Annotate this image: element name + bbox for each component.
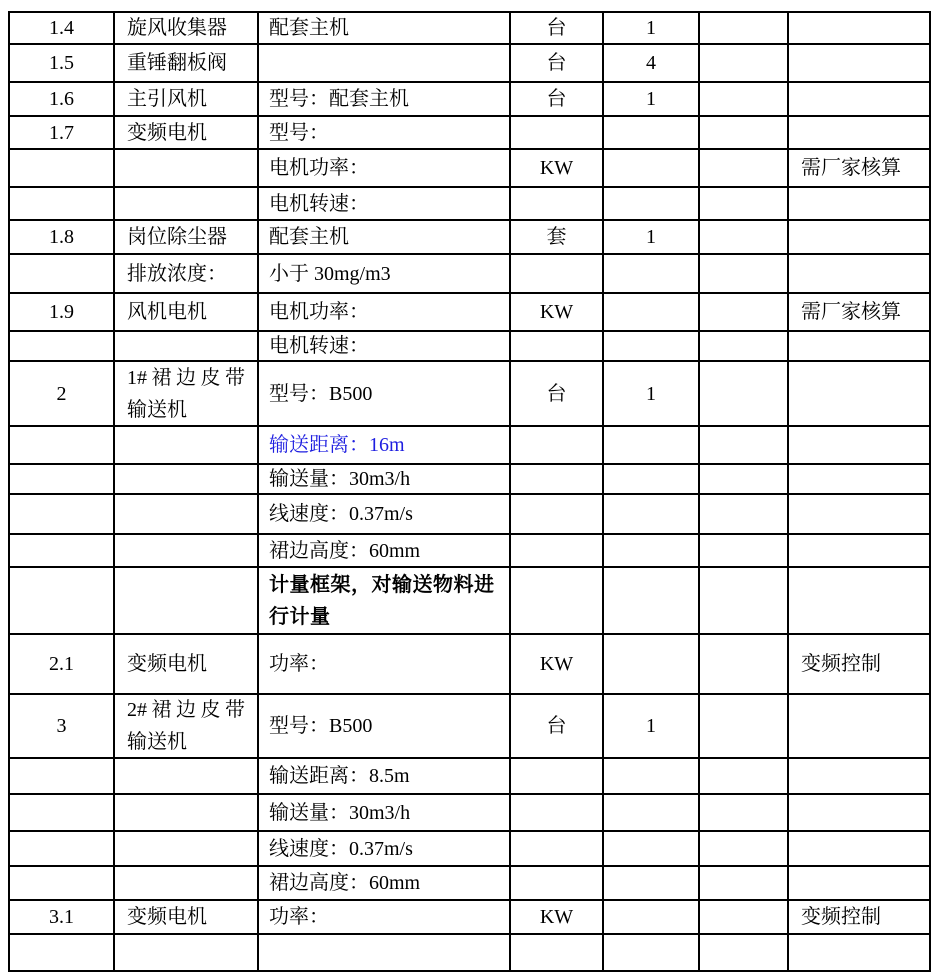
cell-quantity (604, 465, 700, 495)
cell-equipment-name (115, 535, 259, 568)
cell-unit (511, 255, 604, 294)
cell-blank (700, 83, 789, 117)
cell-blank (700, 332, 789, 362)
cell-specification (259, 150, 511, 188)
cell-text: 3 (56, 715, 67, 737)
cell-equipment-name (115, 221, 259, 255)
cell-blank (700, 535, 789, 568)
cell-text: 旋风收集器 (127, 17, 227, 39)
cell-text: 1 (646, 88, 656, 110)
cell-item-no (10, 83, 115, 117)
cell-text: 小于 30mg/m3 (269, 262, 391, 285)
cell-text: 1.4 (49, 17, 74, 39)
cell-text: 计量框架，对输送物料进行计量 (269, 573, 495, 628)
cell-quantity (604, 362, 700, 427)
cell-remark (789, 568, 929, 635)
cell-specification (259, 759, 511, 795)
cell-text: 4 (646, 52, 656, 74)
cell-item-no (10, 362, 115, 427)
cell-unit (511, 150, 604, 188)
cell-equipment-name (115, 188, 259, 221)
cell-quantity (604, 294, 700, 332)
cell-remark (789, 255, 929, 294)
cell-quantity (604, 935, 700, 970)
cell-item-no (10, 695, 115, 759)
cell-text: 1.5 (49, 52, 74, 74)
cell-equipment-name (115, 332, 259, 362)
cell-text: KW (539, 653, 574, 675)
cell-equipment-name (115, 635, 259, 695)
cell-specification (259, 294, 511, 332)
cell-text: KW (539, 157, 574, 179)
cell-equipment-name (115, 45, 259, 83)
cell-text: 变频电机 (127, 906, 207, 928)
cell-equipment-name (115, 255, 259, 294)
cell-unit (511, 117, 604, 150)
cell-item-no (10, 568, 115, 635)
cell-equipment-name (115, 759, 259, 795)
cell-blank (700, 188, 789, 221)
cell-unit (511, 45, 604, 83)
cell-text: 电机转速： (269, 192, 369, 215)
cell-specification (259, 45, 511, 83)
cell-unit (511, 188, 604, 221)
cell-item-no (10, 832, 115, 867)
cell-item-no (10, 495, 115, 535)
cell-item-no (10, 901, 115, 935)
cell-unit (511, 294, 604, 332)
cell-equipment-name (115, 795, 259, 832)
cell-remark (789, 427, 929, 465)
cell-text: 输送距离：16m (269, 434, 405, 456)
cell-blank (700, 427, 789, 465)
cell-text: 型号：B500 (269, 715, 373, 737)
cell-remark (789, 45, 929, 83)
cell-blank (700, 901, 789, 935)
cell-item-no (10, 635, 115, 695)
cell-quantity (604, 695, 700, 759)
cell-unit (511, 635, 604, 695)
cell-remark (789, 362, 929, 427)
cell-item-no (10, 867, 115, 901)
cell-blank (700, 759, 789, 795)
cell-text: KW (539, 301, 574, 323)
cell-item-no (10, 935, 115, 970)
cell-item-no (10, 255, 115, 294)
cell-specification (259, 867, 511, 901)
cell-equipment-name (115, 465, 259, 495)
cell-quantity (604, 568, 700, 635)
cell-quantity (604, 332, 700, 362)
cell-blank (700, 255, 789, 294)
cell-specification (259, 13, 511, 45)
cell-blank (700, 465, 789, 495)
cell-equipment-name (115, 695, 259, 759)
cell-specification (259, 465, 511, 495)
cell-blank (700, 13, 789, 45)
cell-text: 型号： (269, 121, 329, 144)
cell-item-no (10, 427, 115, 465)
cell-quantity (604, 45, 700, 83)
cell-quantity (604, 188, 700, 221)
cell-quantity (604, 117, 700, 150)
cell-remark (789, 901, 929, 935)
cell-remark (789, 294, 929, 332)
cell-equipment-name (115, 568, 259, 635)
cell-text: 电机功率： (269, 157, 369, 179)
cell-remark (789, 495, 929, 535)
cell-remark (789, 150, 929, 188)
cell-specification (259, 83, 511, 117)
cell-remark (789, 221, 929, 255)
cell-text: 岗位除尘器 (127, 226, 227, 248)
cell-equipment-name (115, 13, 259, 45)
cell-item-no (10, 795, 115, 832)
cell-item-no (10, 117, 115, 150)
cell-equipment-name (115, 150, 259, 188)
cell-quantity (604, 255, 700, 294)
cell-remark (789, 867, 929, 901)
cell-unit (511, 83, 604, 117)
cell-text: 1 (646, 715, 656, 737)
cell-text: 2 (56, 382, 67, 405)
cell-remark (789, 117, 929, 150)
cell-text: 变频电机 (127, 653, 207, 675)
cell-quantity (604, 901, 700, 935)
cell-text: 套 (546, 226, 567, 248)
cell-specification (259, 935, 511, 970)
cell-specification (259, 188, 511, 221)
cell-text: 线速度：0.37m/s (269, 503, 413, 525)
cell-text: 排放浓度： (127, 262, 227, 285)
cell-remark (789, 635, 929, 695)
cell-remark (789, 13, 929, 45)
cell-equipment-name (115, 83, 259, 117)
equipment-table (8, 11, 931, 972)
cell-item-no (10, 535, 115, 568)
cell-blank (700, 935, 789, 970)
cell-specification (259, 221, 511, 255)
cell-text: 2.1 (49, 653, 74, 675)
cell-quantity (604, 535, 700, 568)
cell-item-no (10, 759, 115, 795)
cell-equipment-name (115, 294, 259, 332)
cell-blank (700, 117, 789, 150)
cell-text: 裙边高度：60mm (269, 872, 421, 894)
cell-equipment-name (115, 362, 259, 427)
cell-quantity (604, 221, 700, 255)
cell-item-no (10, 294, 115, 332)
cell-text: 3.1 (49, 906, 74, 928)
cell-equipment-name (115, 427, 259, 465)
cell-equipment-name (115, 901, 259, 935)
cell-specification (259, 568, 511, 635)
cell-text: 输送量：30m3/h (269, 801, 411, 824)
cell-text: 台 (546, 52, 567, 74)
cell-equipment-name (115, 495, 259, 535)
cell-remark (789, 695, 929, 759)
cell-text: 1 (646, 382, 656, 405)
cell-item-no (10, 465, 115, 495)
cell-specification (259, 535, 511, 568)
cell-remark (789, 535, 929, 568)
cell-unit (511, 935, 604, 970)
cell-text: 2#裙边皮带输送机 (127, 699, 245, 753)
cell-quantity (604, 150, 700, 188)
cell-text: 1 (646, 17, 656, 39)
cell-unit (511, 832, 604, 867)
cell-specification (259, 695, 511, 759)
cell-equipment-name (115, 867, 259, 901)
cell-text: 变频电机 (127, 121, 207, 144)
cell-item-no (10, 332, 115, 362)
cell-quantity (604, 427, 700, 465)
cell-unit (511, 13, 604, 45)
cell-text: 输送距离：8.5m (269, 765, 410, 787)
cell-text: 台 (546, 17, 567, 39)
cell-unit (511, 695, 604, 759)
cell-item-no (10, 13, 115, 45)
cell-remark (789, 83, 929, 117)
cell-specification (259, 635, 511, 695)
cell-remark (789, 332, 929, 362)
cell-remark (789, 935, 929, 970)
cell-unit (511, 795, 604, 832)
cell-text: 台 (546, 382, 567, 405)
cell-text: 裙边高度：60mm (269, 539, 421, 562)
cell-quantity (604, 832, 700, 867)
cell-text: 输送量：30m3/h (269, 468, 411, 490)
cell-unit (511, 759, 604, 795)
cell-text: 1.6 (49, 88, 74, 110)
cell-specification (259, 795, 511, 832)
cell-blank (700, 221, 789, 255)
cell-text: 型号：B500 (269, 382, 373, 405)
cell-text: 1#裙边皮带输送机 (127, 366, 245, 421)
cell-text: 需厂家核算 (801, 157, 901, 179)
cell-text: 1 (646, 226, 656, 248)
cell-text: 风机电机 (127, 301, 207, 323)
cell-blank (700, 832, 789, 867)
cell-quantity (604, 495, 700, 535)
cell-text: 线速度：0.37m/s (269, 837, 413, 860)
cell-specification (259, 362, 511, 427)
cell-unit (511, 427, 604, 465)
cell-unit (511, 465, 604, 495)
cell-blank (700, 362, 789, 427)
cell-text: 主引风机 (127, 88, 207, 110)
cell-item-no (10, 221, 115, 255)
cell-quantity (604, 795, 700, 832)
cell-text: 功率： (269, 906, 329, 928)
cell-equipment-name (115, 117, 259, 150)
cell-remark (789, 759, 929, 795)
cell-specification (259, 117, 511, 150)
cell-equipment-name (115, 832, 259, 867)
cell-remark (789, 188, 929, 221)
cell-unit (511, 535, 604, 568)
cell-blank (700, 635, 789, 695)
cell-text: 变频控制 (801, 653, 881, 675)
cell-quantity (604, 867, 700, 901)
cell-blank (700, 495, 789, 535)
cell-text: 重锤翻板阀 (127, 52, 227, 74)
cell-blank (700, 150, 789, 188)
cell-unit (511, 568, 604, 635)
cell-text: 1.7 (49, 121, 74, 144)
cell-blank (700, 568, 789, 635)
cell-unit (511, 867, 604, 901)
cell-blank (700, 795, 789, 832)
cell-specification (259, 832, 511, 867)
cell-quantity (604, 759, 700, 795)
cell-specification (259, 495, 511, 535)
cell-blank (700, 45, 789, 83)
cell-text: 配套主机 (269, 226, 349, 248)
cell-unit (511, 901, 604, 935)
cell-equipment-name (115, 935, 259, 970)
cell-text: 配套主机 (269, 17, 349, 39)
cell-text: 1.9 (49, 301, 74, 323)
cell-unit (511, 332, 604, 362)
cell-text: 台 (546, 715, 567, 737)
cell-specification (259, 427, 511, 465)
cell-text: 1.8 (49, 226, 74, 248)
cell-blank (700, 695, 789, 759)
cell-text: 型号：配套主机 (269, 88, 409, 110)
cell-unit (511, 221, 604, 255)
cell-text: 电机功率： (269, 301, 369, 323)
cell-blank (700, 294, 789, 332)
cell-text: KW (539, 906, 574, 928)
cell-quantity (604, 13, 700, 45)
cell-specification (259, 901, 511, 935)
cell-specification (259, 255, 511, 294)
cell-text: 电机转速： (269, 335, 369, 357)
cell-remark (789, 795, 929, 832)
cell-remark (789, 832, 929, 867)
cell-blank (700, 867, 789, 901)
cell-item-no (10, 45, 115, 83)
cell-text: 台 (546, 88, 567, 110)
cell-text: 需厂家核算 (801, 301, 901, 323)
cell-quantity (604, 635, 700, 695)
cell-remark (789, 465, 929, 495)
cell-text: 功率： (269, 653, 329, 675)
cell-unit (511, 362, 604, 427)
cell-unit (511, 495, 604, 535)
cell-quantity (604, 83, 700, 117)
cell-text: 变频控制 (801, 906, 881, 928)
cell-item-no (10, 188, 115, 221)
cell-specification (259, 332, 511, 362)
cell-item-no (10, 150, 115, 188)
